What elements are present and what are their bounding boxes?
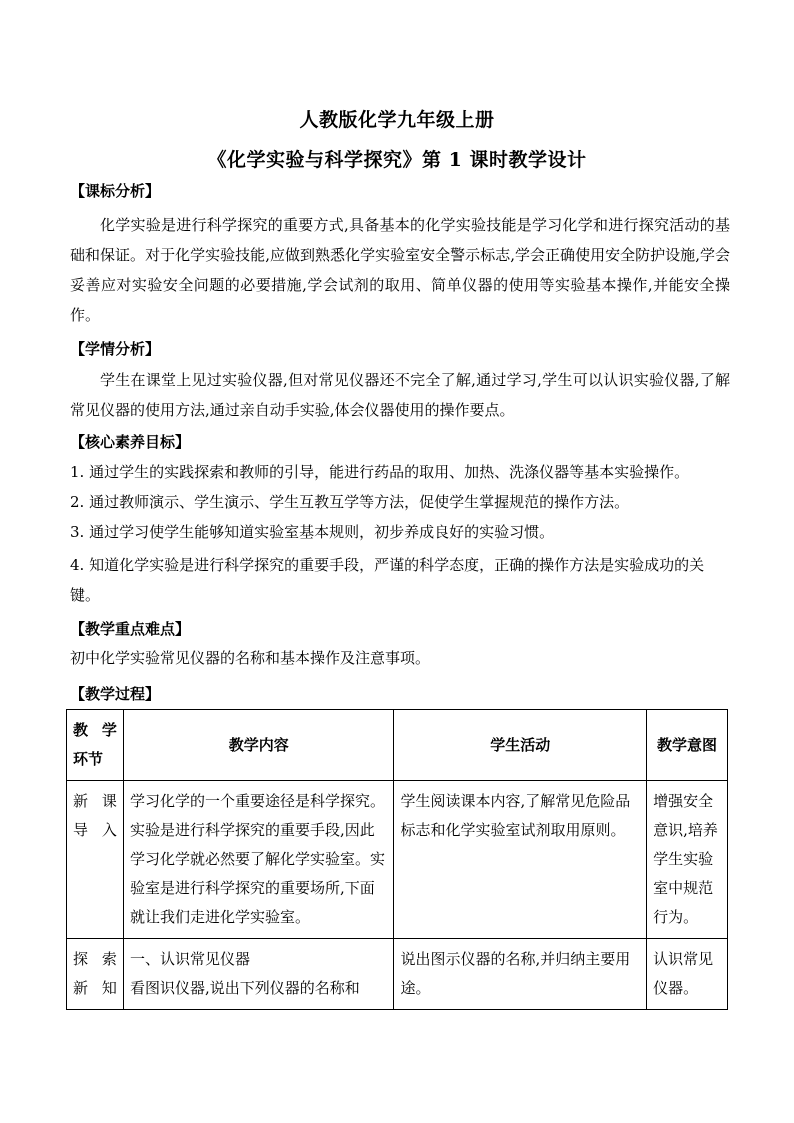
goal-item: 3. 通过学习使学生能够知道实验室基本规则，初步养成良好的实验习惯。: [70, 523, 555, 541]
table-cell-stage: 新 课 导入: [67, 781, 124, 939]
section-text-curriculum: 化学实验是进行科学探究的重要方式,具备基本的化学实验技能是学习化学和进行探究活动的基础和保证。对于化学实验技能,应做到熟悉化学实验室安全警示标志,学会正确使用安全防护设施,学会妥善应对实验安全问题的必要措施,学会试剂的取用、简单仪器的使用等实验基本操作,并能安全操作。: [70, 216, 730, 324]
table-row: [67, 939, 728, 1010]
document-subtitle: 《化学实验与科学探究》第 1 课时教学设计: [207, 149, 587, 171]
table-cell-activity: 说出图示仪器的名称,并归纳主要用途。: [394, 939, 647, 1010]
goal-item: 2. 通过教师演示、学生演示、学生互教互学等方法，促使学生掌握规范的操作方法。: [70, 493, 630, 511]
goal-item: 1. 通过学生的实践探索和教师的引导，能进行药品的取用、加热、洗涤仪器等基本实验操作。: [70, 463, 690, 481]
section-heading-process: 【教学过程】: [70, 685, 161, 703]
section-heading-students: 【学情分析】: [70, 340, 161, 358]
table-cell-activity: 学生阅读课本内容,了解常见危险品标志和化学实验室试剂取用原则。: [394, 781, 647, 939]
section-heading-curriculum: 【课标分析】: [70, 182, 161, 200]
table-header-cell: 学生活动: [394, 710, 647, 781]
goal-item: 4. 知道化学实验是进行科学探究的重要手段，严谨的科学态度，正确的操作方法是实验成功的关键。: [70, 556, 705, 604]
section-text-students: 学生在课堂上见过实验仪器,但对常见仪器还不完全了解,通过学习,学生可以认识实验仪器,了解常见仪器的使用方法,通过亲自动手实验,体会仪器使用的操作要点。: [70, 371, 730, 419]
section-heading-goals: 【核心素养目标】: [70, 433, 191, 451]
table-header-row: [67, 710, 728, 781]
table-cell-stage: 探 索 新知: [67, 939, 124, 1010]
table-row: [67, 781, 728, 939]
document-title: 人教版化学九年级上册: [299, 109, 495, 131]
section-heading-keypoints: 【教学重点难点】: [70, 620, 191, 638]
table-header-cell: 教学环节: [67, 710, 124, 781]
teaching-process-table: [66, 709, 728, 1010]
table-cell-intent: 认识常见仪器。: [647, 939, 728, 1010]
table-header-cell: 教学意图: [647, 710, 728, 781]
table-header-cell: 教学内容: [123, 710, 394, 781]
section-text-keypoints: 初中化学实验常见仪器的名称和基本操作及注意事项。: [70, 649, 431, 667]
table-cell-content: 学习化学的一个重要途径是科学探究。实验是进行科学探究的重要手段,因此学习化学就必然要了解化学实验室。实验室是进行科学探究的重要场所,下面就让我们走进化学实验室。: [123, 781, 394, 939]
table-cell-content: 一、认识常见仪器 看图识仪器,说出下列仪器的名称和: [123, 939, 394, 1010]
table-cell-intent: 增强安全意识,培养学生实验室中规范行为。: [647, 781, 728, 939]
